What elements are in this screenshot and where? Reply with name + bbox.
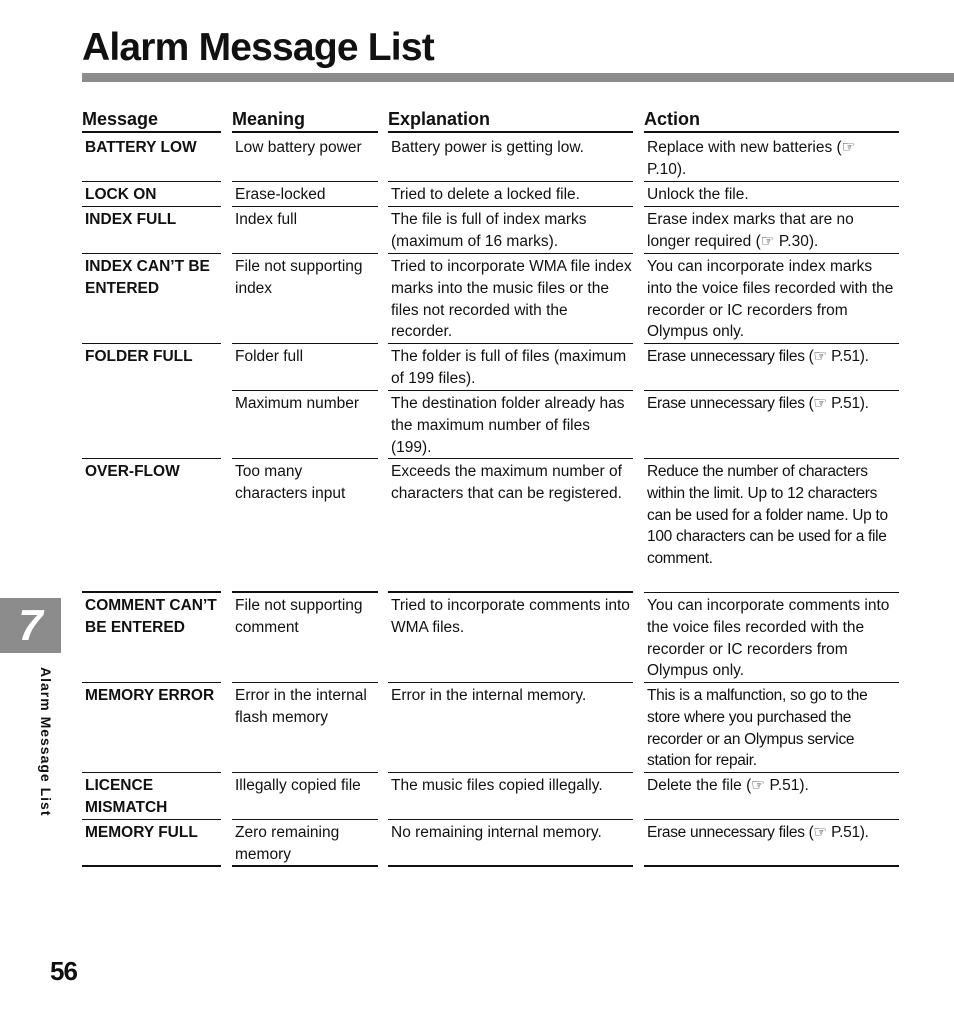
row-divider [388,253,633,254]
row-divider [644,343,899,344]
table-cell-action: Erase unnecessary files (☞ P.51). [647,395,869,412]
row-divider [82,458,221,459]
row-divider [232,253,378,254]
table-cell-explanation: The music files copied illegally. [391,777,603,794]
row-divider [644,682,899,683]
row-divider [388,390,633,391]
row-divider [232,206,378,207]
table-cell-meaning: Low battery power [235,139,362,156]
table-cell-action: Erase unnecessary files (☞ P.51). [647,824,869,841]
header-meaning: Meaning [232,109,378,133]
row-divider [82,819,221,820]
table-cell-message: INDEX CAN’T BE ENTERED [85,258,210,297]
table-cell-action: You can incorporate index marks into the voice files recorded with the recorder or IC recorders from Olympus only. [647,258,894,341]
row-divider [644,253,899,254]
table-cell-action: Delete the file (☞ P.51). [647,777,809,794]
row-divider [644,181,899,182]
row-divider [82,591,221,593]
row-divider [82,682,221,683]
row-divider [388,181,633,182]
chapter-side-label: Alarm Message List [38,667,54,817]
header-action: Action [644,109,899,133]
table-bottom-rule [644,865,899,867]
row-divider [388,458,633,459]
row-divider [388,772,633,773]
table-cell-message: MEMORY FULL [85,824,198,841]
table-cell-meaning: Erase-locked [235,186,326,203]
table-cell-explanation: Tried to incorporate WMA file index marks into the music files or the files not recorded with the recorder. [391,258,632,341]
table-cell-message [82,390,221,458]
row-divider [388,682,633,683]
table-bottom-rule [232,865,378,867]
row-divider [82,343,221,344]
table-cell-message: FOLDER FULL [85,348,193,365]
row-divider [644,458,899,459]
table-cell-message: INDEX FULL [85,211,177,228]
title-underline-bar [82,73,954,82]
table-cell-message: COMMENT CAN’T BE ENTERED [85,597,217,636]
table-cell-meaning: Maximum number [235,395,360,412]
table-cell-explanation: No remaining internal memory. [391,824,602,841]
row-divider [232,591,378,593]
row-divider [232,343,378,344]
row-divider [232,390,378,391]
table-cell-explanation: Battery power is getting low. [391,139,584,156]
table-cell-meaning: Error in the internal flash memory [235,687,367,726]
table-cell-explanation: The destination folder already has the maximum number of files (199). [391,395,625,456]
page-title: Alarm Message List [82,26,434,69]
row-divider [232,682,378,683]
header-explanation: Explanation [388,109,633,133]
table-cell-message: LOCK ON [85,186,157,203]
table-cell-explanation: Error in the internal memory. [391,687,587,704]
page-number: 56 [50,956,77,986]
table-cell-meaning: File not supporting comment [235,597,363,636]
row-divider [644,772,899,773]
row-divider [232,819,378,820]
row-divider [644,819,899,820]
table-cell-explanation: The folder is full of files (maximum of 199 files). [391,348,627,387]
table-cell-message: OVER-FLOW [85,463,180,480]
row-divider [644,206,899,207]
table-cell-message: MEMORY ERROR [85,687,215,704]
table-cell-action: You can incorporate comments into the voice files recorded with the recorder or IC recorders from Olympus only. [647,597,890,680]
row-divider [232,181,378,182]
table-cell-action: Unlock the file. [647,186,749,203]
row-divider [388,591,633,593]
table-cell-meaning: Index full [235,211,298,228]
table-cell-action: Replace with new batteries (☞ P.10). [647,139,856,178]
table-cell-message: BATTERY LOW [85,139,197,156]
table-cell-message: LICENCE MISMATCH [85,777,168,816]
row-divider [82,206,221,207]
table-cell-meaning: Folder full [235,348,304,365]
table-bottom-rule [388,865,633,867]
header-message: Message [82,109,221,133]
row-divider [388,206,633,207]
table-cell-explanation: Tried to delete a locked file. [391,186,580,203]
table-bottom-rule [82,865,221,867]
row-divider [82,181,221,182]
table-cell-explanation: Tried to incorporate comments into WMA files. [391,597,630,636]
table-cell-action: Erase unnecessary files (☞ P.51). [647,348,869,365]
table-cell-action: This is a malfunction, so go to the store where you purchased the recorder or an Olympus service station for repair. [647,687,868,770]
row-divider [232,772,378,773]
row-divider [388,343,633,344]
table-cell-meaning: Zero remaining memory [235,824,340,863]
table-cell-explanation: Exceeds the maximum number of characters that can be registered. [391,463,622,502]
row-divider [388,819,633,820]
row-divider [644,592,899,593]
row-divider [644,390,899,391]
table-cell-meaning: File not supporting index [235,258,363,297]
table-cell-meaning: Too many characters input [235,463,346,502]
table-cell-action: Erase index marks that are no longer required (☞ P.30). [647,211,854,250]
chapter-tab: 7 [0,598,61,653]
table-cell-action: Reduce the number of characters within the limit. Up to 12 characters can be used for a folder name. Up to 100 characters can be used for a file comment. [647,463,888,568]
table-cell-meaning: Illegally copied file [235,777,361,794]
table-cell-explanation: The file is full of index marks (maximum of 16 marks). [391,211,587,250]
row-divider [82,772,221,773]
row-divider [232,458,378,459]
row-divider [82,253,221,254]
